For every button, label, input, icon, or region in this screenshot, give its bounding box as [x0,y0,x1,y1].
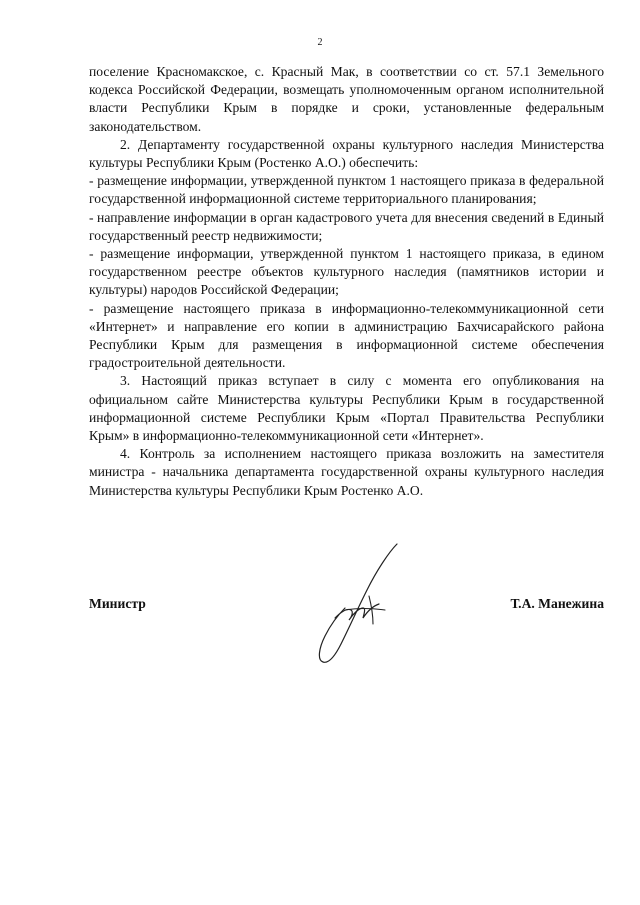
paragraph-dash-item-4: - размещение настоящего приказа в информационно-телекоммуникационной сети «Интернет» и направление его копии в администрацию Бахчисарайского района Республики Крым для размещения в информационной системе обеспечения градостроительной деятельности. [89,300,604,371]
paragraph-continuation: поселение Красномакское, с. Красный Мак, в соответствии со ст. 57.1 Земельного кодекса Российской Федерации, возмещать уполномоченным органом исполнительной власти Республики Крым в порядке и сроки, установленные федеральным законодательством. [89,64,604,134]
signer-title: Министр [89,596,146,611]
paragraph-item-2: 2. Департаменту государственной охраны культурного наследия Министерства культуры Республики Крым (Ростенко А.О.) обеспечить: [89,136,604,171]
signer-name: Т.А. Манежина [510,596,604,611]
paragraph-item-3: 3. Настоящий приказ вступает в силу с момента его опубликования на официальном сайте Министерства культуры Республики Крым в государственной информационной системе Республики Крым «Портал Правительства Республики Крым» в информационно-телекоммуникационной сети «Интернет». [89,373,604,444]
document-body [89,63,604,500]
page-number: 2 [317,37,323,48]
handwritten-signature [305,540,415,670]
paragraph-dash-item-1: - размещение информации, утвержденной пунктом 1 настоящего приказа в федеральной государственной информационной системе территориального планирования; [89,173,604,207]
paragraph-item-4: 4. Контроль за исполнением настоящего приказа возложить на заместителя министра - начальника департамента государственной охраны культурного наследия Министерства культуры Республики Крым Ростенко А.О. [89,446,604,498]
paragraph-dash-item-2: - направление информации в орган кадастрового учета для внесения сведений в Единый государственный реестр недвижимости; [89,209,604,243]
paragraph-dash-item-3: - размещение информации, утвержденной пунктом 1 настоящего приказа, в едином государственном реестре объектов культурного наследия (памятников истории и культуры) народов Российской Федерации; [89,246,604,298]
